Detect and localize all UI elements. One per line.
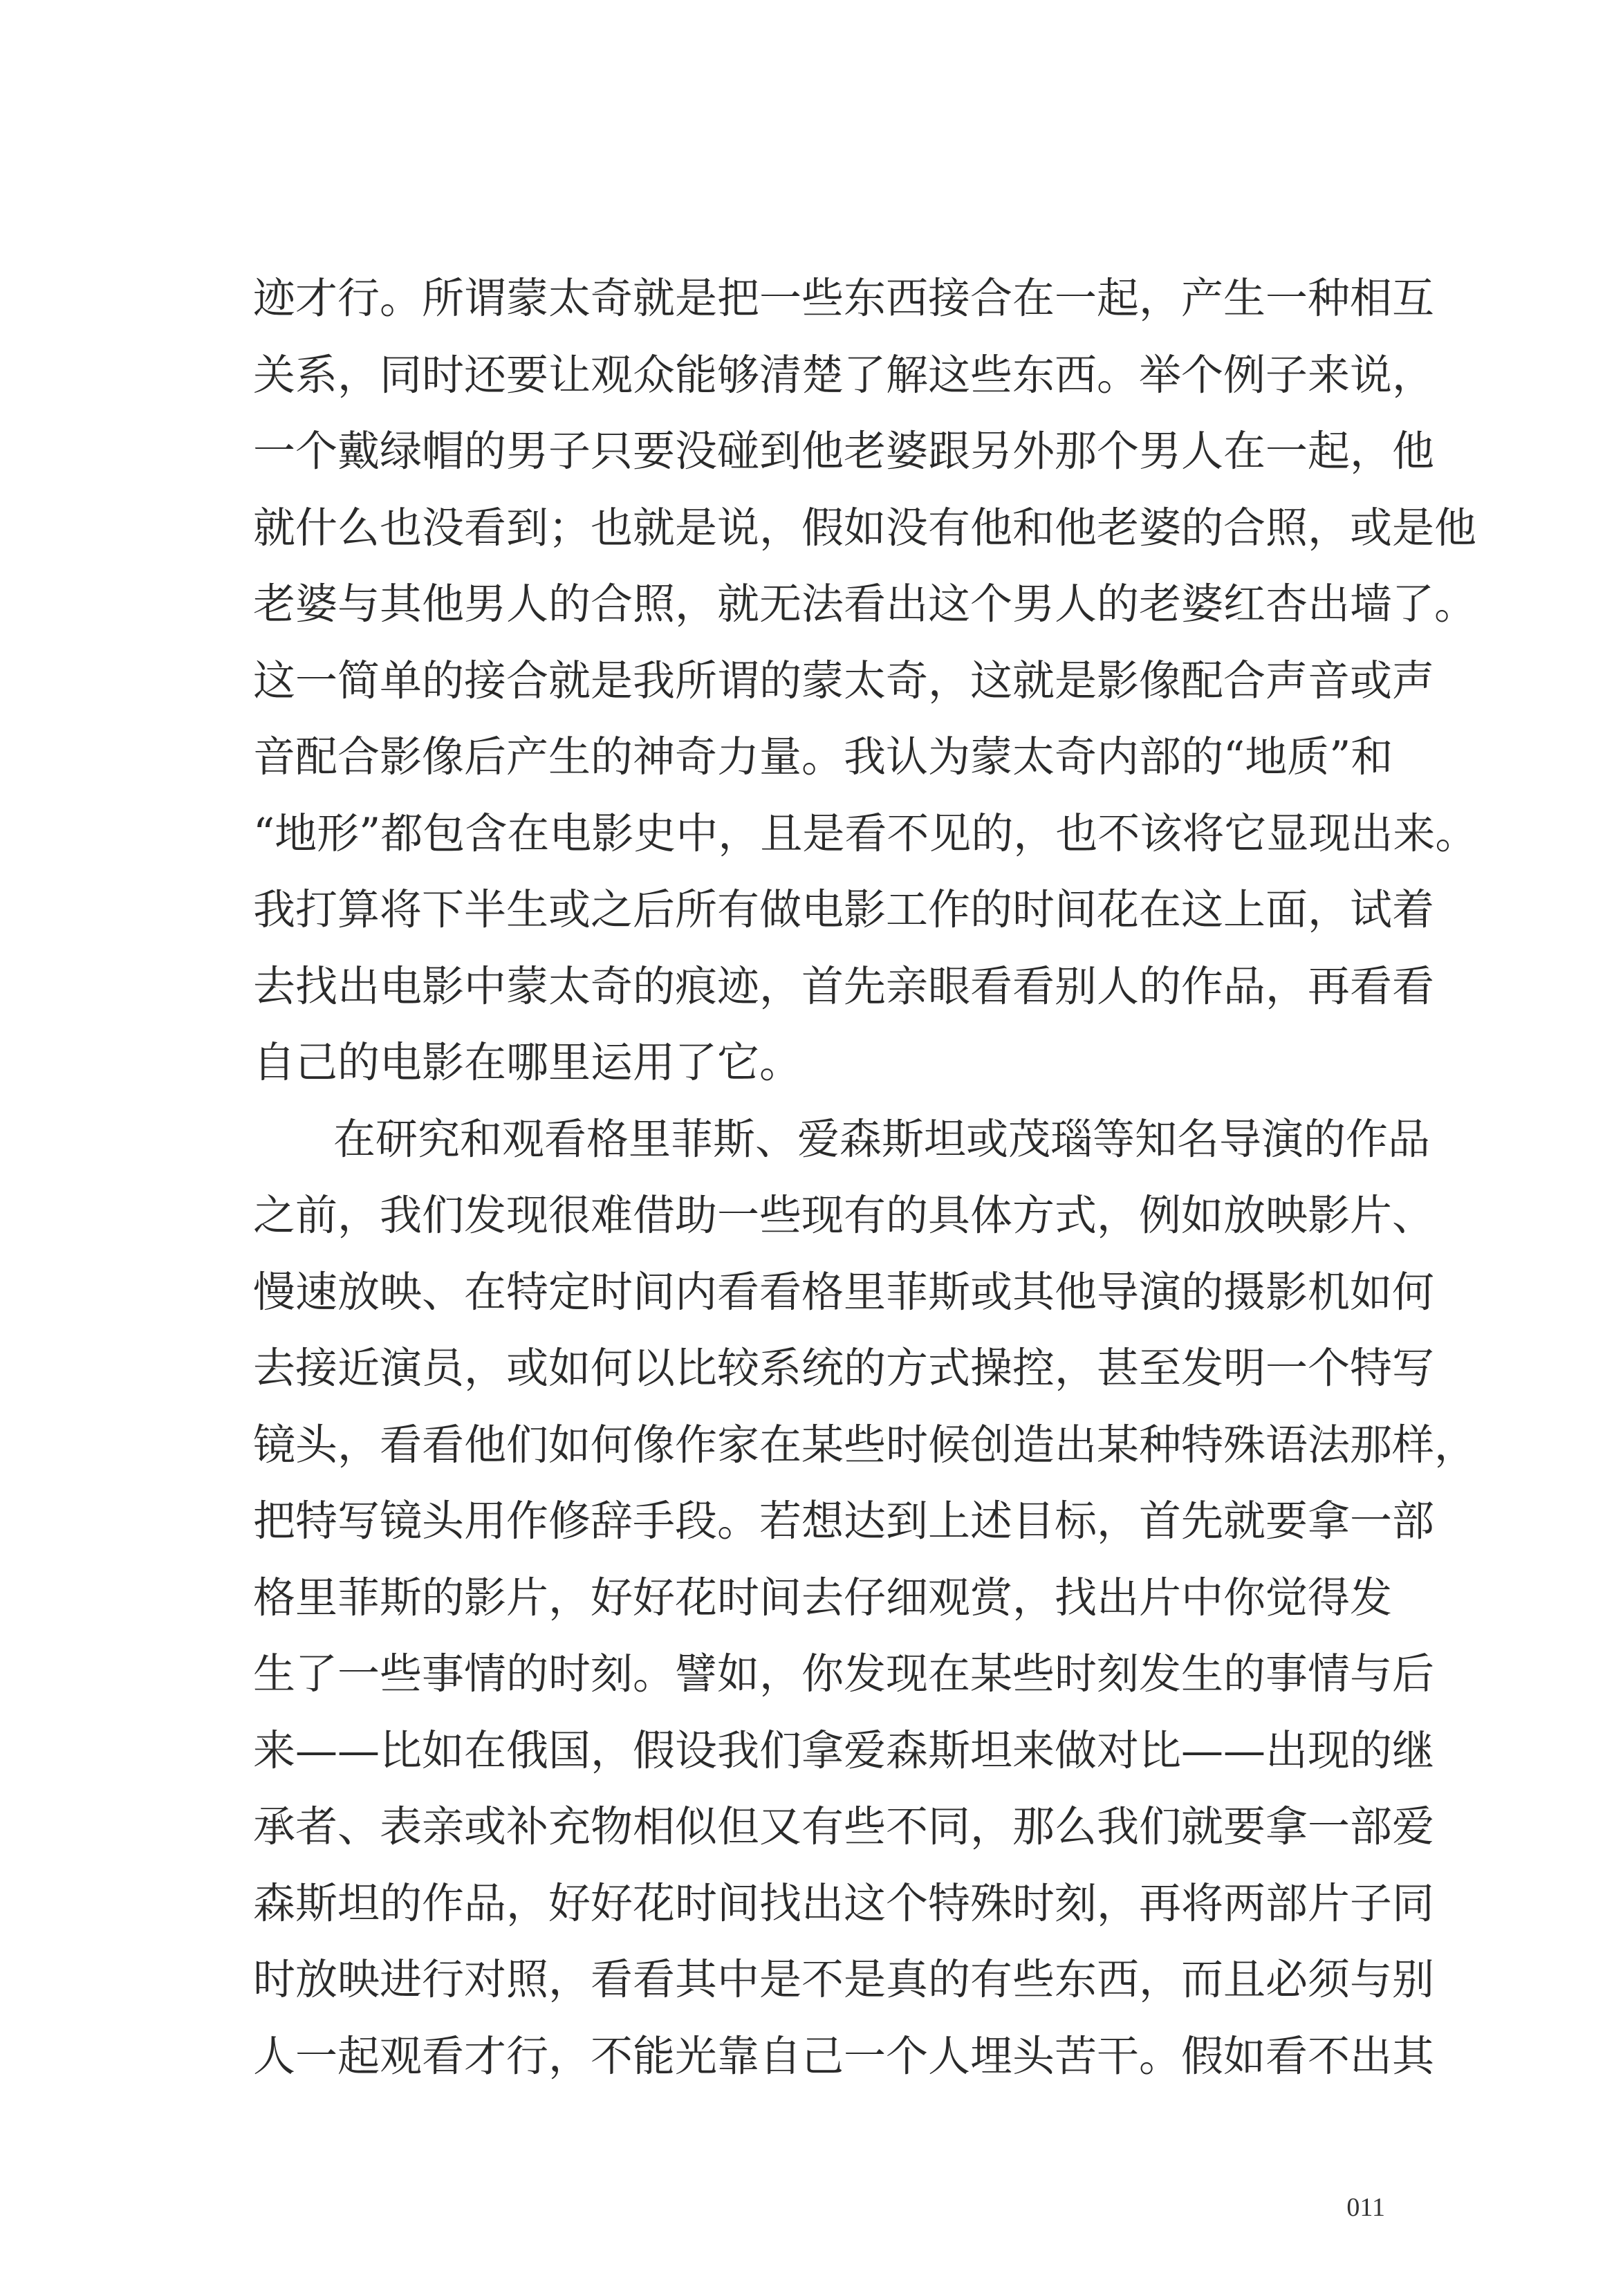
text-line: 人一起观看才行，不能光靠自己一个人埋头苦干。假如看不出其	[253, 2031, 1435, 2081]
text-line: “地形”都包含在电影史中，且是看不见的，也不该将它显现出来。	[253, 808, 1478, 858]
text-line: 这一简单的接合就是我所谓的蒙太奇，这就是影像配合声音或声	[253, 656, 1435, 705]
text-line: 在研究和观看格里菲斯、爱森斯坦或茂瑙等知名导演的作品	[333, 1114, 1431, 1164]
text-line: 我打算将下半生或之后所有做电影工作的时间花在这上面，试着	[253, 885, 1435, 934]
text-line: 格里菲斯的影片，好好花时间去仔细观赏，找出片中你觉得发	[253, 1573, 1393, 1622]
body-text	[253, 261, 1478, 2095]
text-line: 迹才行。所谓蒙太奇就是把一些东西接合在一起，产生一种相互	[253, 274, 1435, 323]
text-line: 森斯坦的作品，好好花时间找出这个特殊时刻，再将两部片子同	[253, 1878, 1435, 1928]
text-line: 生了一些事情的时刻。譬如，你发现在某些时刻发生的事情与后	[253, 1649, 1435, 1698]
text-line: 时放映进行对照，看看其中是不是真的有些东西，而且必须与别	[253, 1955, 1435, 2004]
text-line: 镜头，看看他们如何像作家在某些时候创造出某种特殊语法那样，	[253, 1420, 1477, 1470]
text-line: 一个戴绿帽的男子只要没碰到他老婆跟另外那个男人在一起，他	[253, 427, 1435, 476]
text-line: 慢速放映、在特定时间内看看格里菲斯或其他导演的摄影机如何	[253, 1267, 1435, 1317]
text-line: 来——比如在俄国，假设我们拿爱森斯坦来做对比——出现的继	[253, 1725, 1435, 1775]
text-line: 承者、表亲或补充物相似但又有些不同，那么我们就要拿一部爱	[253, 1802, 1435, 1851]
text-line: 老婆与其他男人的合照，就无法看出这个男人的老婆红杏出墙了。	[253, 580, 1477, 629]
paragraph-2	[253, 1102, 1477, 2095]
page-number: 011	[1346, 2193, 1385, 2222]
text-line: 关系，同时还要让观众能够清楚了解这些东西。举个例子来说，	[253, 350, 1435, 400]
text-line: 去找出电影中蒙太奇的痕迹，首先亲眼看看别人的作品，再看看	[253, 961, 1435, 1011]
text-line: 把特写镜头用作修辞手段。若想达到上述目标，首先就要拿一部	[253, 1497, 1435, 1546]
text-line: 就什么也没看到；也就是说，假如没有他和他老婆的合照，或是他	[253, 503, 1477, 553]
text-line: 自己的电影在哪里运用了它。	[253, 1038, 802, 1087]
paragraph-1	[253, 261, 1478, 1102]
text-line: 去接近演员，或如何以比较系统的方式操控，甚至发明一个特写	[253, 1344, 1435, 1393]
text-line: 音配合影像后产生的神奇力量。我认为蒙太奇内部的“地质”和	[253, 732, 1393, 781]
text-line: 之前，我们发现很难借助一些现有的具体方式，例如放映影片、	[253, 1191, 1435, 1240]
